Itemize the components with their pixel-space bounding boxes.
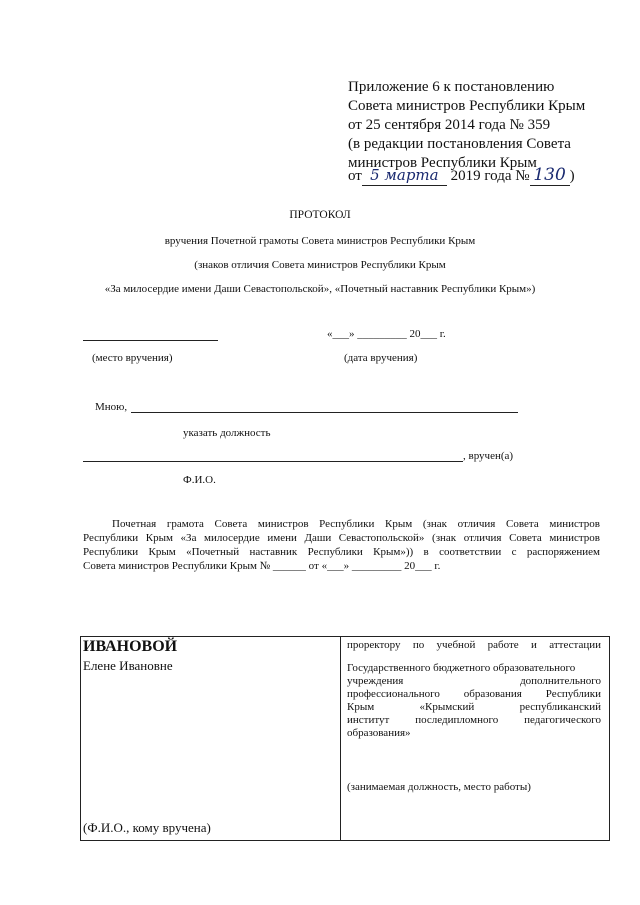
header-line-1: Приложение 6 к постановлению bbox=[348, 79, 555, 95]
paragraph-line-3: Республики Крым «Почетный наставник Республики Крым»)) в соответствии с распоряжением bbox=[83, 546, 600, 558]
header-line-6 bbox=[348, 166, 575, 186]
header-line-5: министров Республики Крым bbox=[348, 155, 537, 171]
protocol-subtitle-2: (знаков отличия Совета министров Республики Крым bbox=[194, 259, 446, 271]
header-line-6-mid: 2019 года № bbox=[450, 168, 530, 184]
header-line-6-suffix: ) bbox=[569, 168, 575, 184]
org-line-4: Крым «Крымский республиканский bbox=[347, 701, 601, 713]
recipient-frame bbox=[80, 636, 610, 841]
org-line-5: институт последипломного педагогического bbox=[347, 714, 601, 726]
date-label: (дата вручения) bbox=[344, 352, 418, 364]
fio-label: Ф.И.О. bbox=[183, 474, 216, 486]
position-hint: указать должность bbox=[183, 427, 271, 439]
recipient-position: проректору по учебной работе и аттестации bbox=[347, 639, 601, 651]
by-me-label: Мною, bbox=[95, 401, 128, 413]
org-line-6: образования» bbox=[347, 727, 411, 739]
handed-label: , вручен(а) bbox=[463, 450, 514, 462]
header-line-4: (в редакции постановления Совета bbox=[348, 136, 571, 152]
place-underline bbox=[83, 340, 218, 341]
header-line-2: Совета министров Республики Крым bbox=[348, 98, 586, 114]
position-caption: (занимаемая должность, место работы) bbox=[347, 781, 531, 793]
protocol-subtitle-1: вручения Почетной грамоты Совета министров Республики Крым bbox=[164, 235, 476, 247]
org-line-3: профессионального образования Республики bbox=[347, 688, 601, 700]
paragraph-line-4: Совета министров Республики Крым № ______ от «___» _________ 20___ г. bbox=[83, 560, 441, 572]
header-line-3: от 25 сентября 2014 года № 359 bbox=[348, 117, 551, 133]
recipient-name: Елене Ивановне bbox=[83, 658, 173, 673]
date-template: «___» _________ 20___ г. bbox=[327, 328, 446, 340]
protocol-title: ПРОТОКОЛ bbox=[289, 209, 351, 221]
fio-caption: (Ф.И.О., кому вручена) bbox=[83, 820, 211, 835]
org-line-1: Государственного бюджетного образовательного bbox=[347, 662, 576, 674]
paragraph-line-1: Почетная грамота Совета министров Республики Крым (знак отличия Совета министров bbox=[112, 518, 600, 530]
paragraph-line-2: Республики Крым «За милосердие имени Даши Севастопольской» (знак отличия Совета министров bbox=[83, 532, 600, 544]
place-label: (место вручения) bbox=[92, 352, 173, 364]
handwritten-number: 130 bbox=[530, 166, 570, 186]
protocol-subtitle-3: «За милосердие имени Даши Севастопольской», «Почетный наставник Республики Крым») bbox=[104, 283, 536, 295]
recipient-surname: ИВАНОВОЙ bbox=[83, 638, 178, 655]
handed-underline bbox=[83, 461, 463, 462]
handwritten-date: 5 марта bbox=[362, 166, 447, 186]
by-me-underline bbox=[131, 412, 518, 413]
header-line-6-prefix: от bbox=[348, 168, 362, 184]
org-line-2: учреждения дополнительного bbox=[347, 675, 601, 687]
frame-divider bbox=[340, 637, 341, 840]
